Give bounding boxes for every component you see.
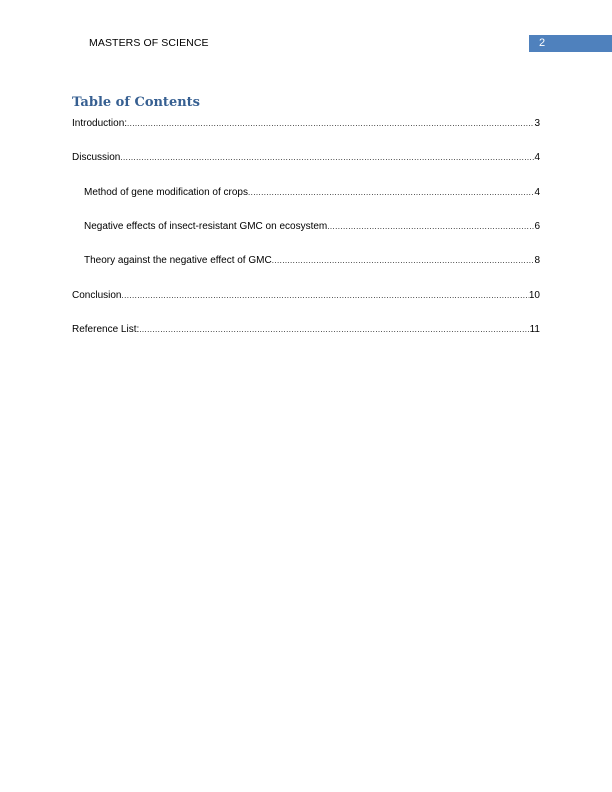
toc-entry-introduction[interactable] <box>72 116 540 130</box>
toc-entry-conclusion[interactable] <box>72 288 540 302</box>
toc-dot-leader <box>127 118 534 130</box>
toc-entry-label: Conclusion <box>72 290 122 301</box>
toc-entry-page: 11 <box>529 324 540 335</box>
toc-entry-label: Introduction: <box>72 118 128 129</box>
toc-entry-label: Reference List: <box>72 324 140 335</box>
toc-entry-page: 10 <box>528 290 540 301</box>
running-header-title: MASTERS OF SCIENCE <box>89 37 209 49</box>
toc-entry-label: Theory against the negative effect of GMC <box>84 255 272 266</box>
toc-entry-method-gene-modification[interactable] <box>84 185 540 199</box>
toc-entry-negative-effects[interactable] <box>84 219 540 233</box>
toc-entry-page: 8 <box>534 255 540 266</box>
toc-dot-leader <box>327 221 534 233</box>
toc-entry-label: Negative effects of insect-resistant GMC on ecosystem <box>84 221 328 232</box>
toc-entry-label: Discussion <box>72 152 121 163</box>
toc-entry-page: 6 <box>534 221 540 232</box>
page-number: 2 <box>539 37 546 49</box>
toc-entry-theory-against[interactable] <box>84 253 540 267</box>
toc-heading: Table of Contents <box>72 95 200 110</box>
toc-entry-page: 4 <box>534 152 540 163</box>
toc-entry-page: 3 <box>534 118 540 129</box>
toc-dot-leader <box>248 187 534 199</box>
page-number-badge <box>529 35 612 52</box>
toc-dot-leader <box>120 152 534 164</box>
toc-dot-leader <box>139 324 529 336</box>
toc-dot-leader <box>121 290 528 302</box>
toc-entry-page: 4 <box>534 187 540 198</box>
toc-dot-leader <box>272 255 535 267</box>
toc-entry-reference-list[interactable] <box>72 322 540 336</box>
toc-entry-discussion[interactable] <box>72 150 540 164</box>
toc-entry-label: Method of gene modification of crops <box>84 187 248 198</box>
